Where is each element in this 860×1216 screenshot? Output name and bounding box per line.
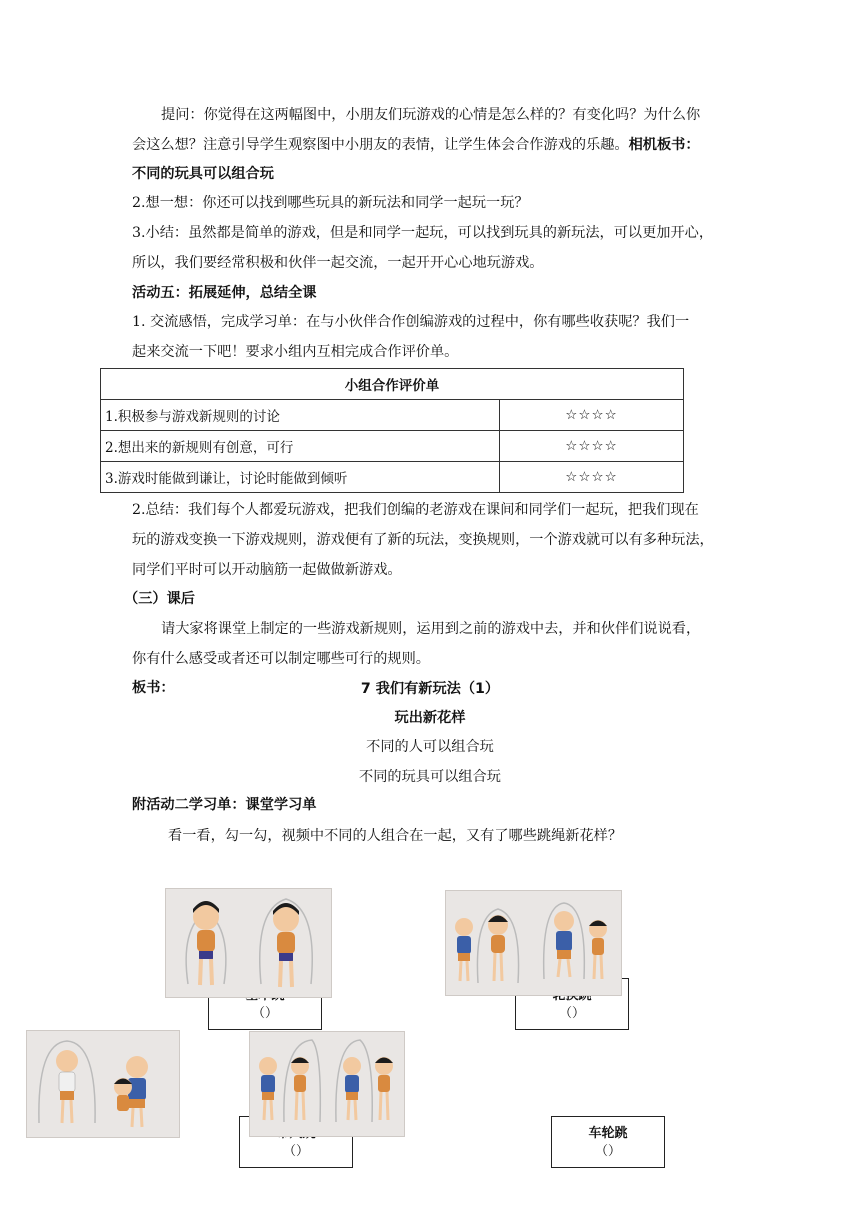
girl-figure	[477, 909, 518, 983]
board-title: 7 我们有新玩法（1）	[360, 681, 500, 697]
girl-figure	[284, 1040, 320, 1122]
paragraph-conclusion-line1: 2.总结：我们每个人都爱玩游戏，把我们创编的老游戏在课间和同学们一起玩，把我们现在	[132, 502, 699, 518]
boy-figure	[455, 918, 473, 981]
carry-jump-picture	[26, 1030, 180, 1138]
paragraph-question-line2-text: 会这么想？注意引导学生观察图中小朋友的表情，让学生体会合作游戏的乐趣。	[132, 137, 629, 153]
paragraph-question-line2	[132, 135, 700, 155]
group-evaluation-table	[100, 368, 684, 493]
paragraph-summary-line1: 3.小结：虽然都是简单的游戏，但是和同学一起玩，可以找到玩具的新玩法，可以更加开心，	[132, 225, 714, 241]
girl-figure	[186, 901, 226, 985]
table-row	[101, 462, 684, 493]
paragraph-conclusion-line2: 玩的游戏变换一下游戏规则，游戏便有了新的玩法，变换规则，一个游戏就可以有多种玩法，	[132, 532, 714, 548]
girl-figure	[260, 899, 313, 987]
paragraph-exchange-line1: 1. 交流感悟，完成学习单：在与小伙伴合作创编游戏的过程中，你有哪些收获呢？我们一	[132, 314, 690, 330]
table-cell-item: 2.想出来的新规则有创意，可行	[101, 431, 500, 462]
table-cell-item: 3.游戏时能做到谦让，讨论时能做到倾听	[101, 462, 500, 493]
boy-figure	[39, 1041, 95, 1123]
paragraph-exchange-line2: 起来交流一下吧！要求小组内互相完成合作评价单。	[132, 344, 459, 360]
option-checkbox[interactable]: （）	[251, 1006, 278, 1021]
boy-figure	[259, 1057, 277, 1120]
option-checkbox[interactable]: （）	[558, 1006, 585, 1021]
option-wheel-jump	[551, 1116, 665, 1168]
girl-figure	[589, 920, 607, 979]
board-note-text: 不同的玩具可以组合玩	[132, 166, 274, 182]
paragraph-after-class-line1: 请大家将课堂上制定的一些游戏新规则，运用到之前的游戏中去，并和伙伴们说说看，	[161, 621, 701, 637]
wheel-jump-picture	[249, 1031, 405, 1137]
boy-figure	[544, 903, 585, 979]
paragraph-after-class-line2: 你有什么感受或者还可以制定哪些可行的规则。	[132, 651, 430, 667]
board-note-label: 相机板书：	[628, 137, 700, 153]
board-line-2: 不同的人可以组合玩	[366, 739, 494, 755]
rotation-jump-picture	[445, 890, 622, 996]
girl-figure	[375, 1057, 393, 1120]
table-cell-item: 1.积极参与游戏新规则的讨论	[101, 400, 500, 431]
section3-heading: （三）课后	[124, 591, 195, 607]
option-checkbox[interactable]: （）	[594, 1144, 621, 1159]
paragraph-summary-line2: 所以，我们要经常积极和伙伴一起交流，一起开开心心地玩游戏。	[132, 255, 544, 271]
option-checkbox[interactable]: （）	[282, 1144, 309, 1159]
appendix-heading: 附活动二学习单：课堂学习单	[132, 797, 317, 813]
table-header-row	[101, 369, 684, 400]
boy-figure	[336, 1040, 372, 1122]
table-cell-rating: ☆☆☆☆	[500, 431, 684, 462]
board-label: 板书：	[132, 680, 175, 696]
board-line-1: 玩出新花样	[394, 710, 466, 726]
table-cell-rating: ☆☆☆☆	[500, 400, 684, 431]
board-line-3: 不同的玩具可以组合玩	[359, 769, 501, 785]
paragraph-question-line1: 提问：你觉得在这两幅图中，小朋友们玩游戏的心情是怎么样的？有变化吗？为什么你	[161, 107, 701, 123]
basic-jump-picture	[165, 888, 332, 998]
option-name: 车轮跳	[588, 1126, 628, 1141]
table-title: 小组合作评价单	[101, 369, 684, 400]
appendix-instruction: 看一看，勾一勾，视频中不同的人组合在一起，又有了哪些跳绳新花样？	[168, 828, 623, 844]
table-row	[101, 431, 684, 462]
table-row	[101, 400, 684, 431]
table-cell-rating: ☆☆☆☆	[500, 462, 684, 493]
paragraph-conclusion-line3: 同学们平时可以开动脑筋一起做做新游戏。	[132, 562, 402, 578]
paragraph-think: 2.想一想：你还可以找到哪些玩具的新玩法和同学一起玩一玩？	[132, 195, 529, 211]
activity5-heading: 活动五：拓展延伸，总结全课	[132, 285, 317, 301]
